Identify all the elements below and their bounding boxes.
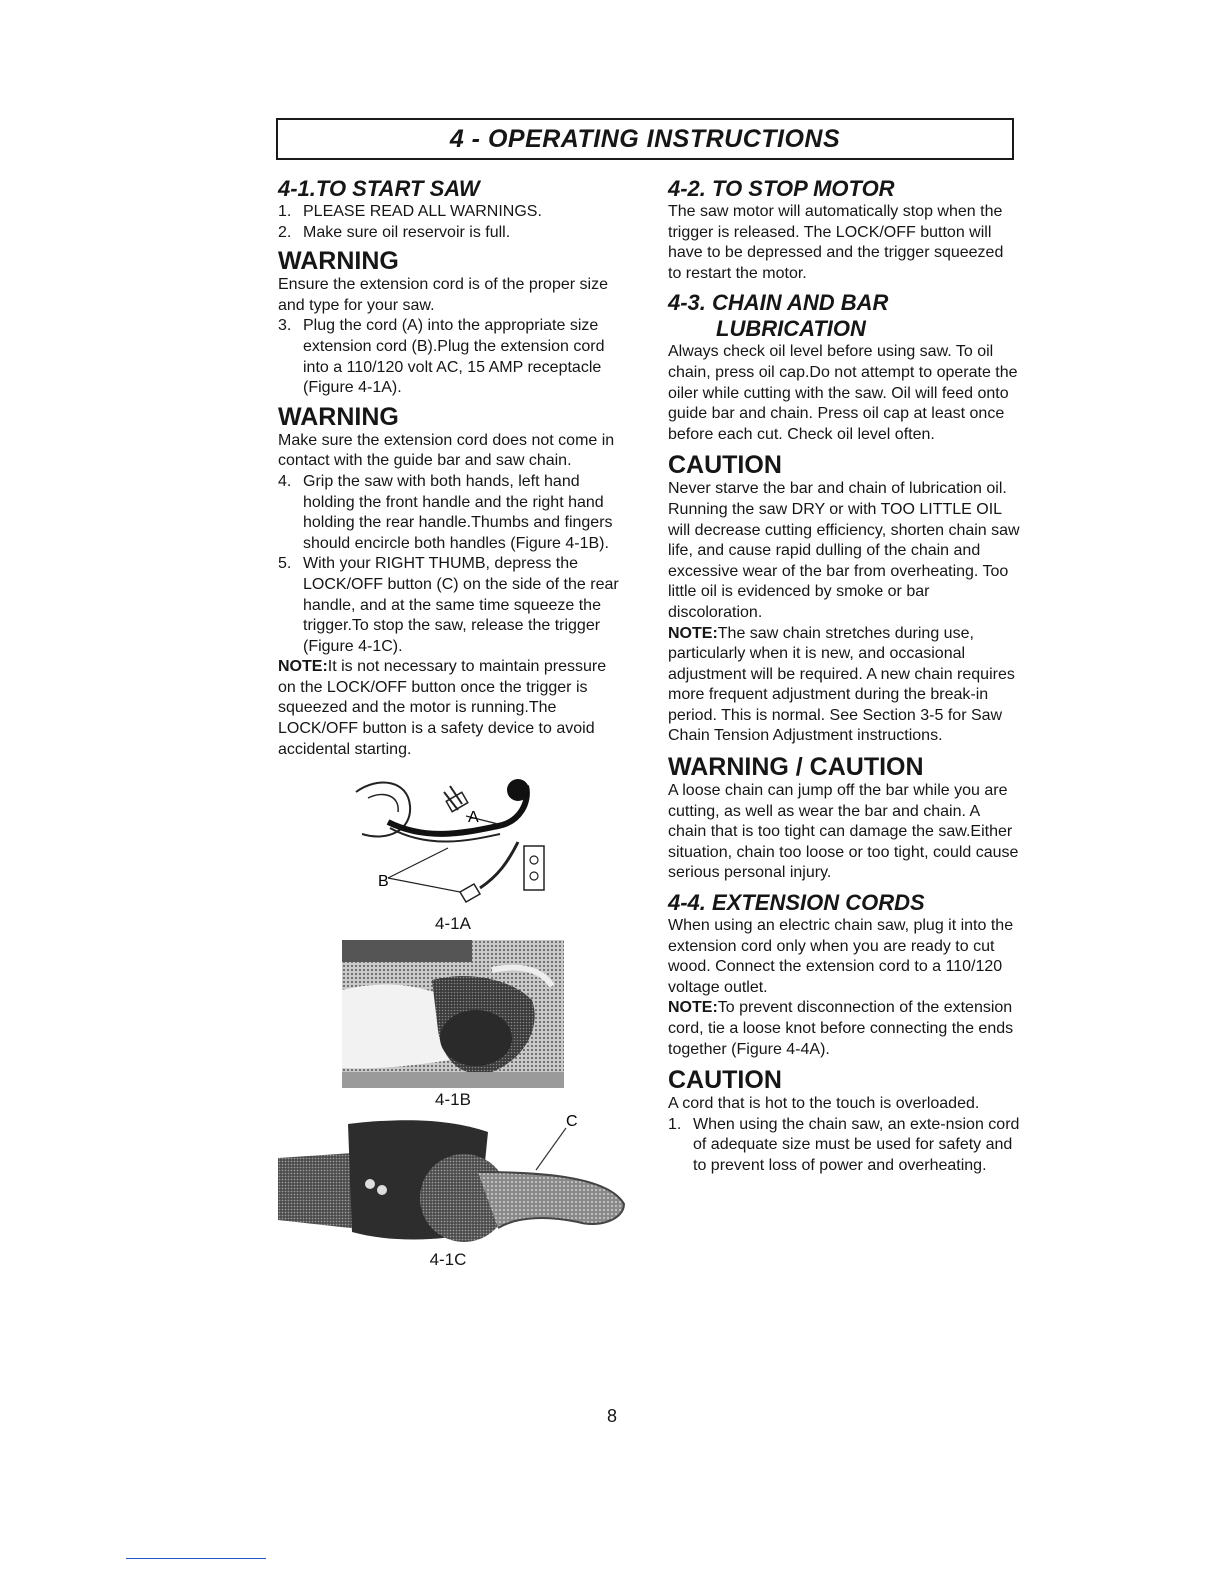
figure-caption: 4-1B [435, 1090, 471, 1110]
steps-list-a [278, 202, 628, 243]
saw-grip-photo [342, 940, 564, 1088]
warning-text: Make sure the extension cord does not come in contact with the guide bar and saw chain. [278, 431, 615, 470]
stop-motor-text: The saw motor will automatically stop when the trigger is released. The LOCK/OFF button will have to be depressed and the trigger squeezed to restart the motor. [668, 203, 1004, 282]
lubrication-text: Always check oil level before using saw. To oil chain, press oil cap.Do not attempt to operate the oiler while cutting with the saw. Oil will feed onto guide bar and chain. Press oil cap at least once before each cut. Check oil level often. [668, 343, 1018, 443]
label-b: B [378, 873, 389, 891]
list-item: 3. Plug the cord (A) into the appropriate size extension cord (B).Plug the extension cord into a 110/120 volt AC, 15 AMP receptacle (Figure 4-1A). [278, 317, 605, 397]
label-c: C [566, 1113, 578, 1131]
extension-cords-text: When using an electric chain saw, plug it into the extension cord only when you are ready to cut wood. Connect the extension cord to a 110/120 voltage outlet. [668, 917, 1014, 996]
stop-motor-heading: 4-2. TO STOP MOTOR [668, 176, 895, 201]
steps-list-c [278, 472, 628, 657]
note-paragraph: NOTE:It is not necessary to maintain pressure on the LOCK/OFF button once the trigger is squeezed and the motor is running.The LOCK/OFF button is a safety device to avoid accidental starting. [278, 658, 607, 758]
caution-text: Never starve the bar and chain of lubrication oil. Running the saw DRY or with TOO LITTLE OIL will decrease cutting efficiency, shorten chain saw life, and cause rapid dulling of the chain and excessive wear of the bar from overheating. Too little oil is evidenced by smoke or bar discoloration. [668, 480, 1020, 621]
caution-heading: CAUTION [668, 451, 782, 480]
warning-text: Ensure the extension cord is of the proper size and type for your saw. [278, 276, 608, 314]
page-number: 8 [606, 1406, 617, 1426]
note-paragraph: NOTE:To prevent disconnection of the extension cord, tie a loose knot before connecting the ends together (Figure 4-4A). [668, 999, 1014, 1058]
list-item: 5. With your RIGHT THUMB, depress the LOCK/OFF button (C) on the side of the rear handle, and at the same time squeeze the trigger.To stop the saw, release the trigger (Figure 4-1C). [278, 555, 619, 655]
note-paragraph: NOTE:The saw chain stretches during use, particularly when it is new, and occasional adjustment will be required. A new chain requires more frequent adjustment during the break-in period. This is normal. See Section 3-5 for Saw Chain Tension Adjustment instructions. [668, 624, 1015, 745]
warning-heading: WARNING [278, 402, 399, 431]
start-saw-heading: 4-1.TO START SAW [278, 176, 480, 201]
figure-caption: 4-1A [435, 914, 471, 934]
warning-heading: WARNING [278, 247, 399, 276]
steps-list [668, 1115, 1020, 1177]
figure-caption: 4-1C [429, 1250, 467, 1270]
figure-4-1c [278, 1112, 628, 1270]
steps-list-b [278, 316, 628, 398]
label-a: A [468, 809, 479, 827]
right-column [668, 176, 1020, 1177]
extension-cord-illustration [348, 772, 558, 918]
lock-off-button-photo [278, 1112, 628, 1250]
figure-4-1a [278, 772, 628, 934]
list-item: 4. Grip the saw with both hands, left hand holding the front handle and the right hand holding the rear handle.Thumbs and fingers should encircle both handles (Figure 4-1B). [278, 472, 613, 552]
section-header [276, 118, 1014, 160]
extension-cords-heading: 4-4. EXTENSION CORDS [668, 890, 925, 916]
figure-4-1b [278, 940, 628, 1110]
caution-text: A cord that is hot to the touch is overloaded. [668, 1095, 980, 1113]
warning-caution-text: A loose chain can jump off the bar while you are cutting, as well as wear the bar and chain. A chain that is too tight can damage the saw.Either situation, chain too loose or too tight, could cause serious personal injury. [668, 782, 1019, 882]
caution-heading: CAUTION [668, 1066, 782, 1095]
list-item: 1. When using the chain saw, an exte-nsion cord of adequate size must be used for safety and to prevent loss of power and overheating. [668, 1115, 1020, 1174]
left-column [278, 176, 628, 1270]
warning-caution-heading: WARNING / CAUTION [668, 753, 924, 782]
list-item: 2. Make sure oil reservoir is full. [278, 223, 511, 241]
lubrication-heading: 4-3. CHAIN AND BAR LUBRICATION [668, 290, 889, 342]
divider [126, 1558, 266, 1559]
section-title: 4 - OPERATING INSTRUCTIONS [449, 124, 841, 153]
list-item: 1. PLEASE READ ALL WARNINGS. [278, 203, 542, 220]
